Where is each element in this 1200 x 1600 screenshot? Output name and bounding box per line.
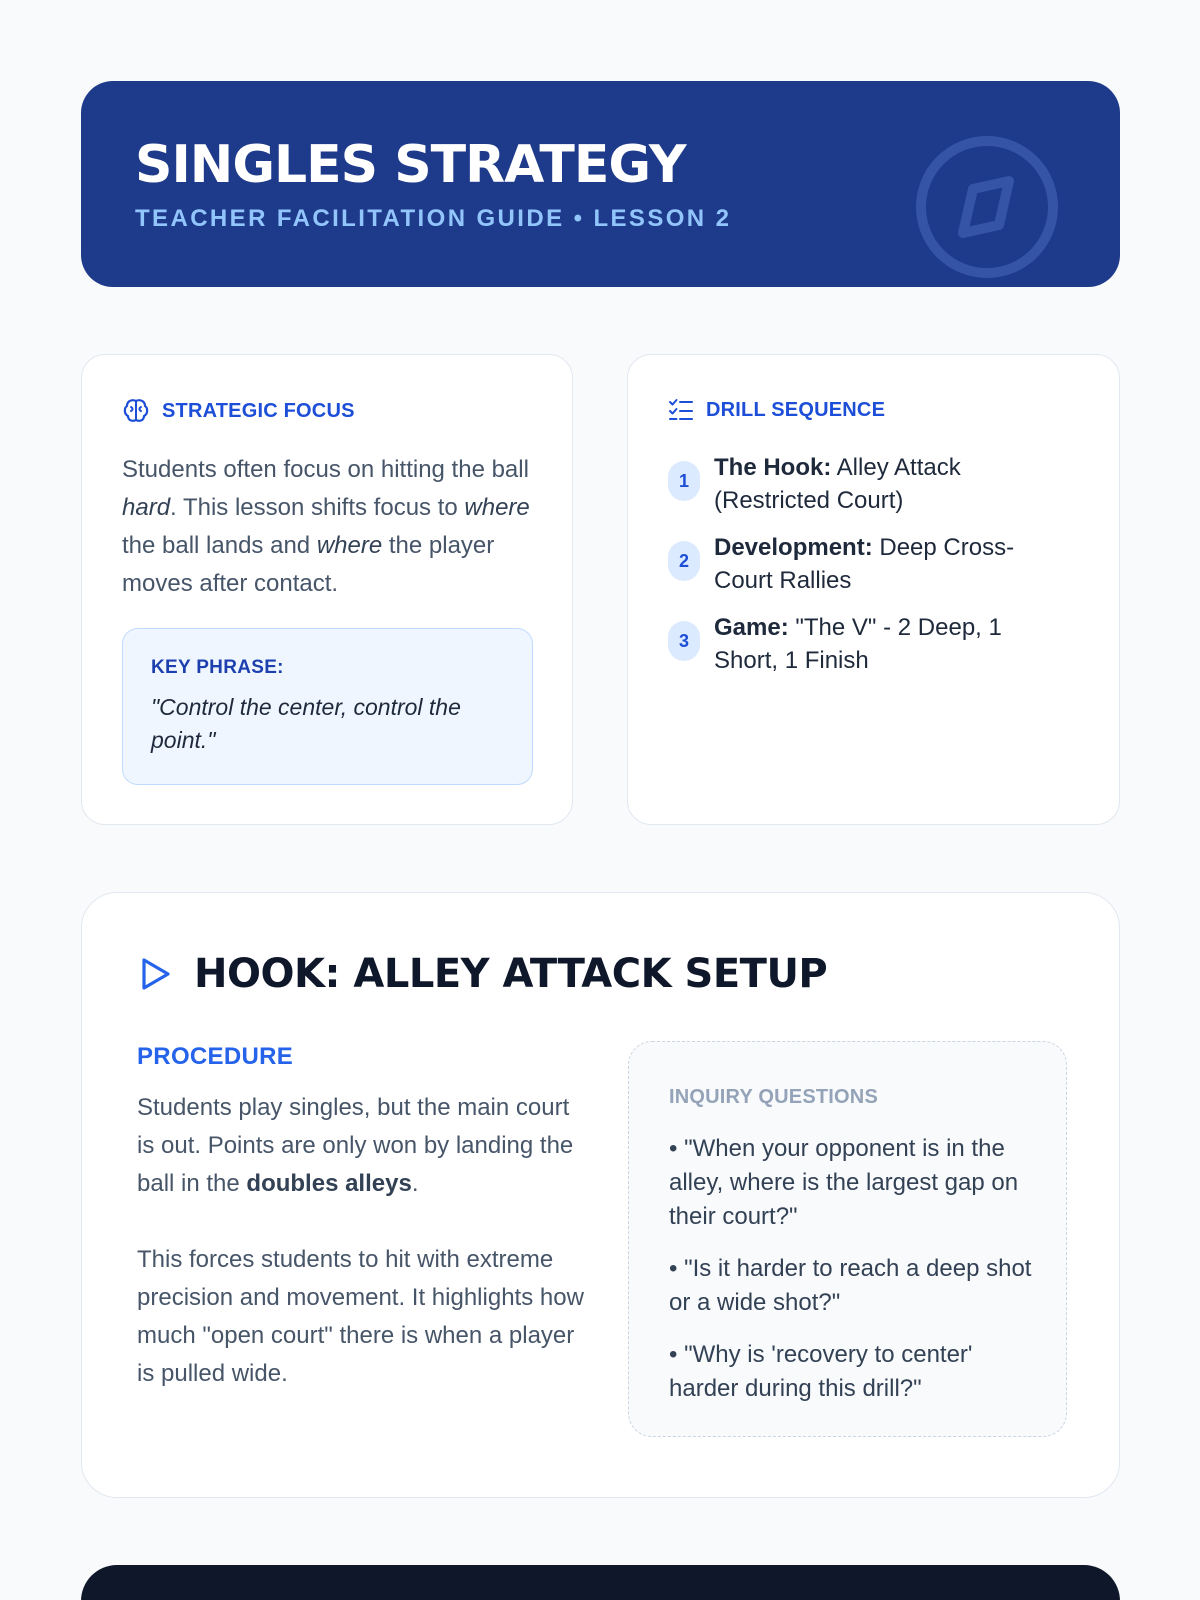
list-item: • "When your opponent is in the alley, where is the largest gap on their court?": [669, 1135, 1019, 1230]
compass-icon: [913, 133, 1061, 281]
hook-heading: [138, 951, 827, 997]
hook-section-card: [81, 892, 1120, 1498]
drill-step-label: The Hook:: [714, 454, 832, 481]
drill-sequence-heading: [668, 397, 885, 423]
drill-step-desc: "The V" - 2 Deep, 1 Short, 1 Finish: [714, 614, 1002, 674]
procedure-paragraph: This forces students to hit with extreme precision and movement. It highlights how much "open court" there is when a player is pulled wide.: [137, 1246, 584, 1387]
strategic-focus-heading: [122, 397, 355, 425]
list-item: [668, 531, 1088, 611]
step-number-badge: 1: [668, 461, 700, 501]
focus-text-emphasis: hard: [122, 494, 171, 521]
drill-step-label: Game:: [714, 614, 789, 641]
list-item: • "Is it harder to reach a deep shot or a wide shot?": [669, 1255, 1032, 1316]
step-number-badge: 2: [668, 541, 700, 581]
hook-title: HOOK: ALLEY ATTACK SETUP: [194, 951, 828, 997]
drill-step-label: Development:: [714, 534, 873, 561]
drill-step-text: [714, 611, 1054, 677]
list-item: [668, 611, 1088, 691]
drill-step-desc: Alley Attack (Restricted Court): [714, 454, 961, 514]
checklist-icon: [668, 397, 694, 423]
strategic-focus-label: STRATEGIC FOCUS: [162, 399, 355, 422]
inquiry-label: INQUIRY QUESTIONS: [669, 1086, 878, 1108]
strategic-focus-card: [81, 354, 573, 825]
drill-step-text: [714, 531, 1054, 597]
inquiry-questions-box: [628, 1041, 1067, 1437]
strategic-focus-text: [122, 451, 532, 603]
focus-text-part: the player moves after contact.: [122, 532, 495, 597]
procedure-paragraph: [137, 1089, 587, 1203]
key-phrase-label: KEY PHRASE:: [151, 657, 284, 678]
page-subtitle: TEACHER FACILITATION GUIDE • LESSON 2: [135, 205, 732, 232]
focus-text-part: Students often focus on hitting the ball: [122, 456, 529, 483]
key-phrase-box: [122, 628, 533, 785]
play-icon: [138, 956, 172, 992]
focus-text-emphasis: where: [464, 494, 530, 521]
drill-list: [668, 451, 1088, 691]
key-phrase-text: "Control the center, control the point.": [151, 694, 461, 753]
drill-sequence-label: DRILL SEQUENCE: [706, 398, 886, 421]
procedure-text-part: Students play singles, but the main court is out. Points are only won by landing the ball in the: [137, 1094, 574, 1197]
procedure-label: PROCEDURE: [137, 1043, 294, 1070]
procedure-text: [137, 1089, 587, 1393]
procedure-text-bold: doubles alleys: [246, 1170, 412, 1197]
drill-sequence-card: [627, 354, 1120, 825]
brain-icon: [122, 397, 150, 425]
header-banner: [81, 81, 1120, 287]
drill-step-desc: Deep Cross-Court Rallies: [714, 534, 1015, 594]
page-title: SINGLES STRATEGY: [135, 135, 686, 195]
focus-text-part: . This lesson shifts focus to: [170, 494, 465, 521]
inquiry-list: [669, 1132, 1039, 1424]
list-item: [668, 451, 1088, 531]
list-item: • "Why is 'recovery to center' harder during this drill?": [669, 1341, 973, 1402]
focus-text-part: the ball lands and: [122, 532, 317, 559]
drill-step-text: [714, 451, 1054, 517]
next-section-banner: [81, 1565, 1120, 1600]
step-number-badge: 3: [668, 621, 700, 661]
focus-text-emphasis: where: [316, 532, 383, 559]
procedure-text-part: .: [411, 1170, 419, 1197]
